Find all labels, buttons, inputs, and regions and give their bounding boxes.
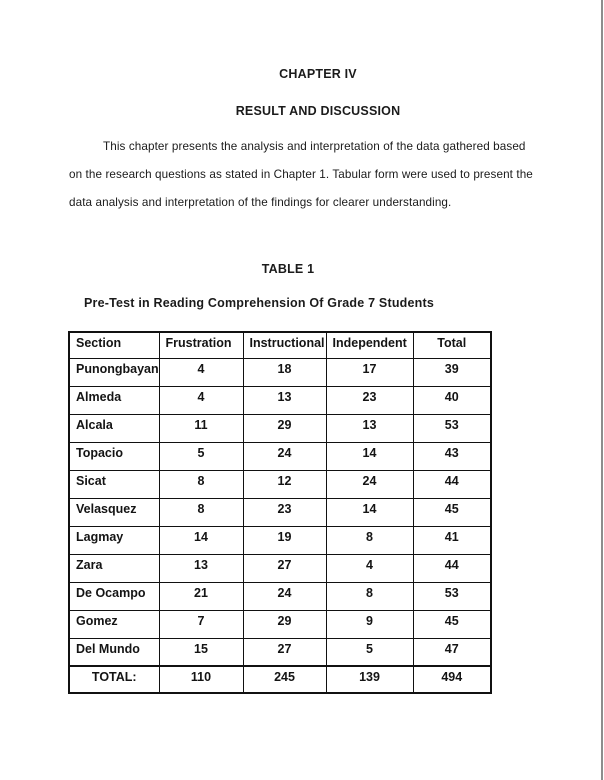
cell-independent: 24: [326, 470, 413, 498]
cell-frustration: 4: [159, 386, 243, 414]
column-header-independent: Independent: [326, 332, 413, 358]
cell-total-label: TOTAL:: [69, 666, 159, 693]
cell-total: 43: [413, 442, 491, 470]
cell-total-instructional: 245: [243, 666, 326, 693]
table-row: [69, 554, 491, 582]
cell-independent: 23: [326, 386, 413, 414]
section-heading: RESULT AND DISCUSSION: [235, 104, 401, 118]
table-row: [69, 470, 491, 498]
cell-section: Sicat: [69, 470, 159, 498]
cell-total: 47: [413, 638, 491, 666]
table-title: Pre-Test in Reading Comprehension Of Grade 7 Students: [83, 296, 434, 310]
cell-section: Alcala: [69, 414, 159, 442]
table-row: [69, 358, 491, 386]
cell-independent: 4: [326, 554, 413, 582]
cell-frustration: 8: [159, 470, 243, 498]
table-total-row: [69, 666, 491, 693]
column-header-frustration: Frustration: [159, 332, 243, 358]
cell-total-independent: 139: [326, 666, 413, 693]
paragraph-line: on the research questions as stated in Chapter 1. Tabular form were used to present the: [69, 168, 533, 181]
cell-instructional: 27: [243, 554, 326, 582]
cell-total-frustration: 110: [159, 666, 243, 693]
cell-frustration: 5: [159, 442, 243, 470]
pretest-table: [68, 331, 492, 694]
cell-total: 44: [413, 554, 491, 582]
cell-frustration: 11: [159, 414, 243, 442]
paragraph-line: This chapter presents the analysis and interpretation of the data gathered based: [103, 140, 526, 153]
table-row: [69, 610, 491, 638]
cell-total: 53: [413, 414, 491, 442]
cell-section: De Ocampo: [69, 582, 159, 610]
cell-frustration: 15: [159, 638, 243, 666]
cell-instructional: 18: [243, 358, 326, 386]
cell-instructional: 12: [243, 470, 326, 498]
cell-instructional: 29: [243, 610, 326, 638]
cell-frustration: 8: [159, 498, 243, 526]
intro-paragraph: [69, 133, 539, 217]
cell-frustration: 7: [159, 610, 243, 638]
cell-independent: 5: [326, 638, 413, 666]
cell-independent: 14: [326, 442, 413, 470]
cell-total: 40: [413, 386, 491, 414]
cell-total: 41: [413, 526, 491, 554]
paragraph-line: data analysis and interpretation of the findings for clearer understanding.: [69, 196, 452, 209]
cell-total: 39: [413, 358, 491, 386]
table-header-row: [69, 332, 491, 358]
cell-total: 45: [413, 498, 491, 526]
cell-instructional: 29: [243, 414, 326, 442]
cell-frustration: 13: [159, 554, 243, 582]
column-header-instructional: Instructional: [243, 332, 326, 358]
table-row: [69, 442, 491, 470]
cell-instructional: 27: [243, 638, 326, 666]
cell-total: 53: [413, 582, 491, 610]
cell-section: Velasquez: [69, 498, 159, 526]
cell-frustration: 21: [159, 582, 243, 610]
table-label: TABLE 1: [261, 262, 315, 276]
cell-section: Gomez: [69, 610, 159, 638]
cell-independent: 14: [326, 498, 413, 526]
cell-instructional: 24: [243, 582, 326, 610]
cell-section: Almeda: [69, 386, 159, 414]
cell-total-grand: 494: [413, 666, 491, 693]
cell-independent: 13: [326, 414, 413, 442]
cell-independent: 17: [326, 358, 413, 386]
cell-instructional: 23: [243, 498, 326, 526]
cell-independent: 8: [326, 582, 413, 610]
table-row: [69, 582, 491, 610]
page-edge-line: [601, 0, 603, 780]
table-row: [69, 498, 491, 526]
column-header-section: Section: [69, 332, 159, 358]
cell-section: Punongbayan: [69, 358, 159, 386]
cell-frustration: 14: [159, 526, 243, 554]
cell-section: Lagmay: [69, 526, 159, 554]
cell-section: Topacio: [69, 442, 159, 470]
cell-section: Zara: [69, 554, 159, 582]
cell-total: 44: [413, 470, 491, 498]
chapter-heading: CHAPTER IV: [279, 67, 357, 81]
cell-instructional: 13: [243, 386, 326, 414]
cell-total: 45: [413, 610, 491, 638]
cell-frustration: 4: [159, 358, 243, 386]
cell-independent: 8: [326, 526, 413, 554]
column-header-total: Total: [413, 332, 491, 358]
table-row: [69, 386, 491, 414]
cell-section: Del Mundo: [69, 638, 159, 666]
table-row: [69, 526, 491, 554]
cell-independent: 9: [326, 610, 413, 638]
table-row: [69, 414, 491, 442]
table-row: [69, 638, 491, 666]
cell-instructional: 24: [243, 442, 326, 470]
cell-instructional: 19: [243, 526, 326, 554]
